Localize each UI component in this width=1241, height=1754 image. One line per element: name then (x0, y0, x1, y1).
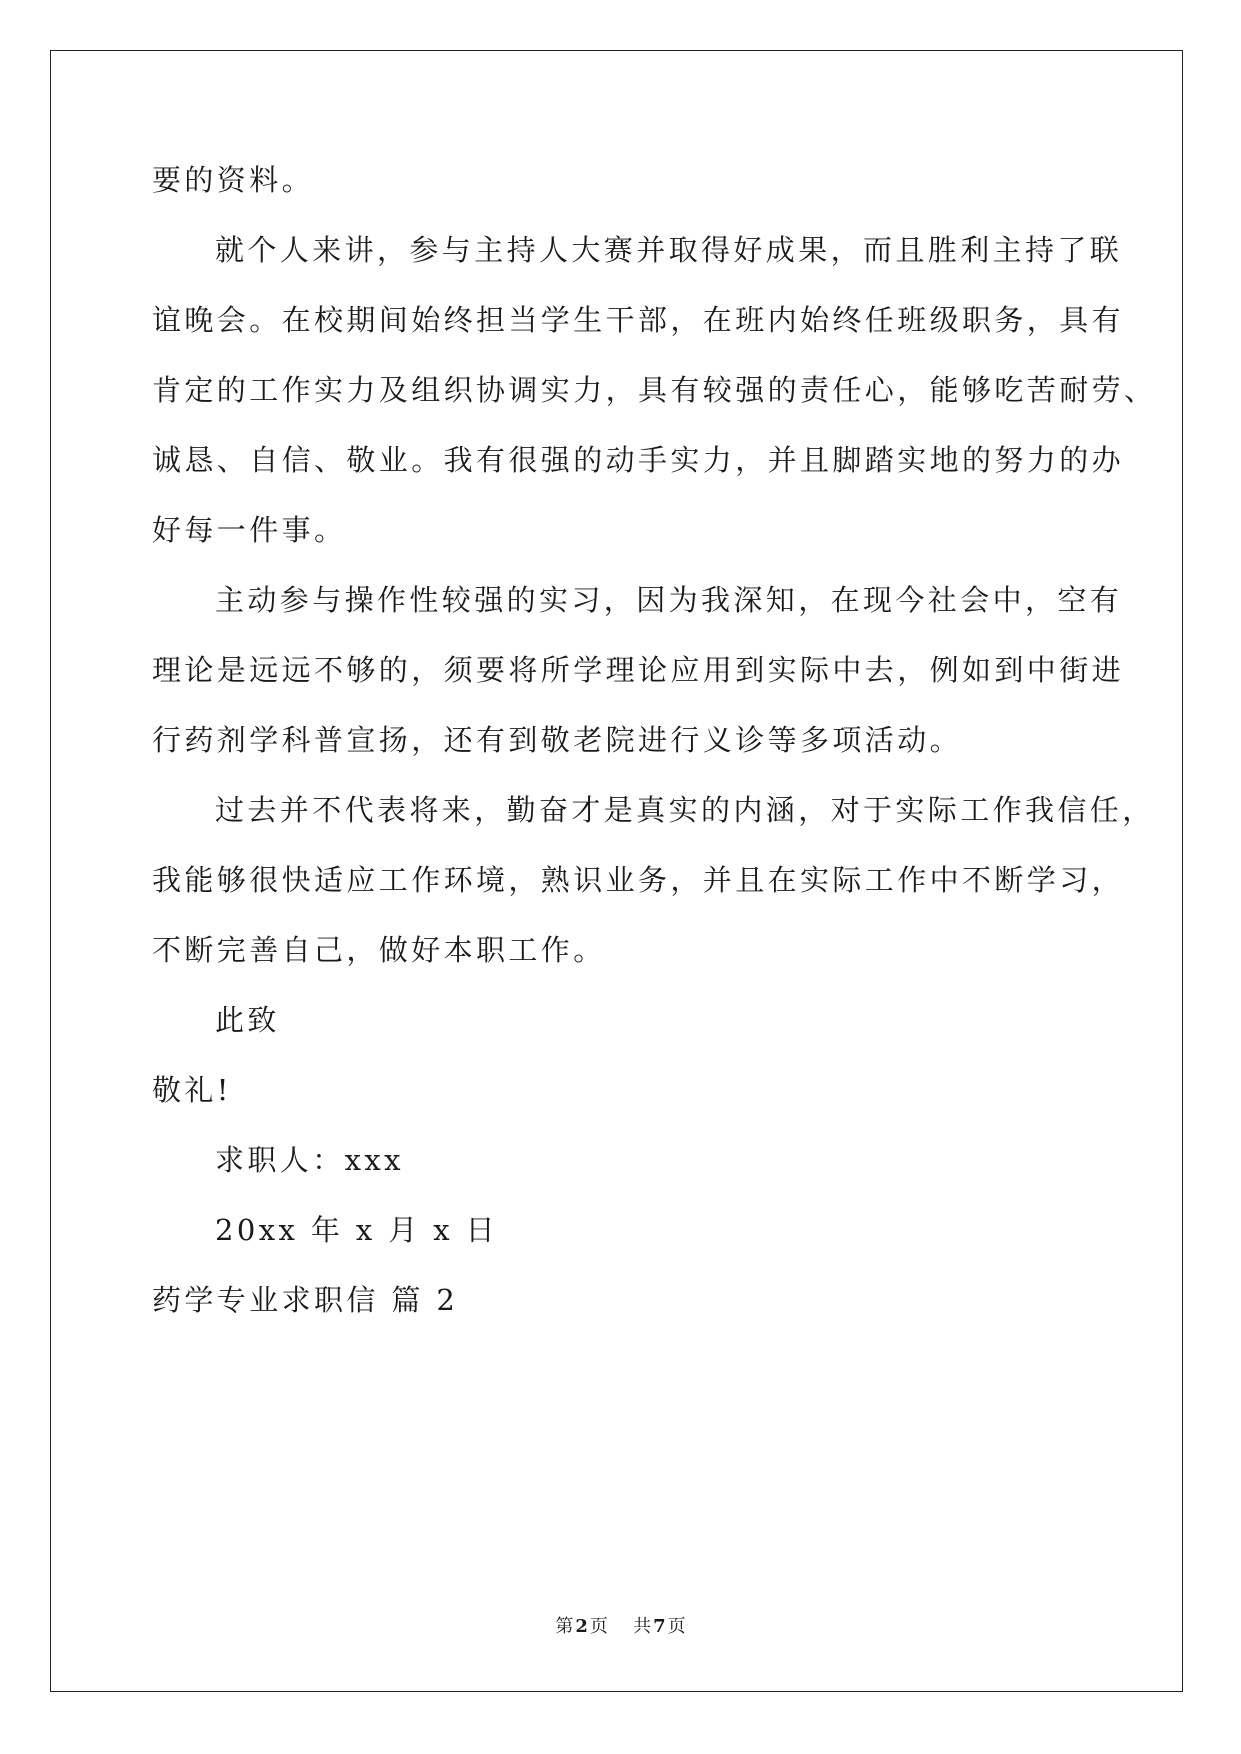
text-line: 诚恳、自信、敬业。我有很强的动手实力，并且脚踏实地的努力的办 (152, 443, 1125, 477)
text-line: 理论是远远不够的，须要将所学理论应用到实际中去，例如到中街进 (152, 653, 1125, 687)
text-line: 我能够很快适应工作环境，熟识业务，并且在实际工作中不断学习， (152, 863, 1125, 897)
text-line: 谊晚会。在校期间始终担当学生干部，在班内始终任班级职务，具有 (152, 303, 1125, 337)
page-number: 第 2 页 (555, 1616, 608, 1637)
page-total: 共 7 页 (633, 1616, 686, 1637)
text-line: 要的资料。 (152, 163, 315, 197)
text-line: 行药剂学科普宣扬，还有到敬老院进行义诊等多项活动。 (152, 723, 963, 757)
signature-applicant: 求职人：xxx (215, 1143, 404, 1177)
closing-salutation: 此致 (215, 1003, 280, 1037)
text-line: 过去并不代表将来，勤奋才是真实的内涵，对于实际工作我信任， (215, 793, 1155, 827)
page-footer (0, 1615, 1241, 1639)
text-line: 主动参与操作性较强的实习，因为我深知，在现今社会中，空有 (215, 583, 1123, 617)
signature-date: 20xx 年 x 月 x 日 (215, 1213, 499, 1247)
text-line: 不断完善自己，做好本职工作。 (152, 933, 606, 967)
closing-respect: 敬礼! (152, 1073, 232, 1107)
section-heading: 药学专业求职信 篇 2 (152, 1283, 459, 1317)
text-line: 肯定的工作实力及组织协调实力，具有较强的责任心，能够吃苦耐劳、 (152, 373, 1157, 407)
text-line: 就个人来讲，参与主持人大赛并取得好成果，而且胜利主持了联 (215, 233, 1123, 267)
text-line: 好每一件事。 (152, 513, 347, 547)
